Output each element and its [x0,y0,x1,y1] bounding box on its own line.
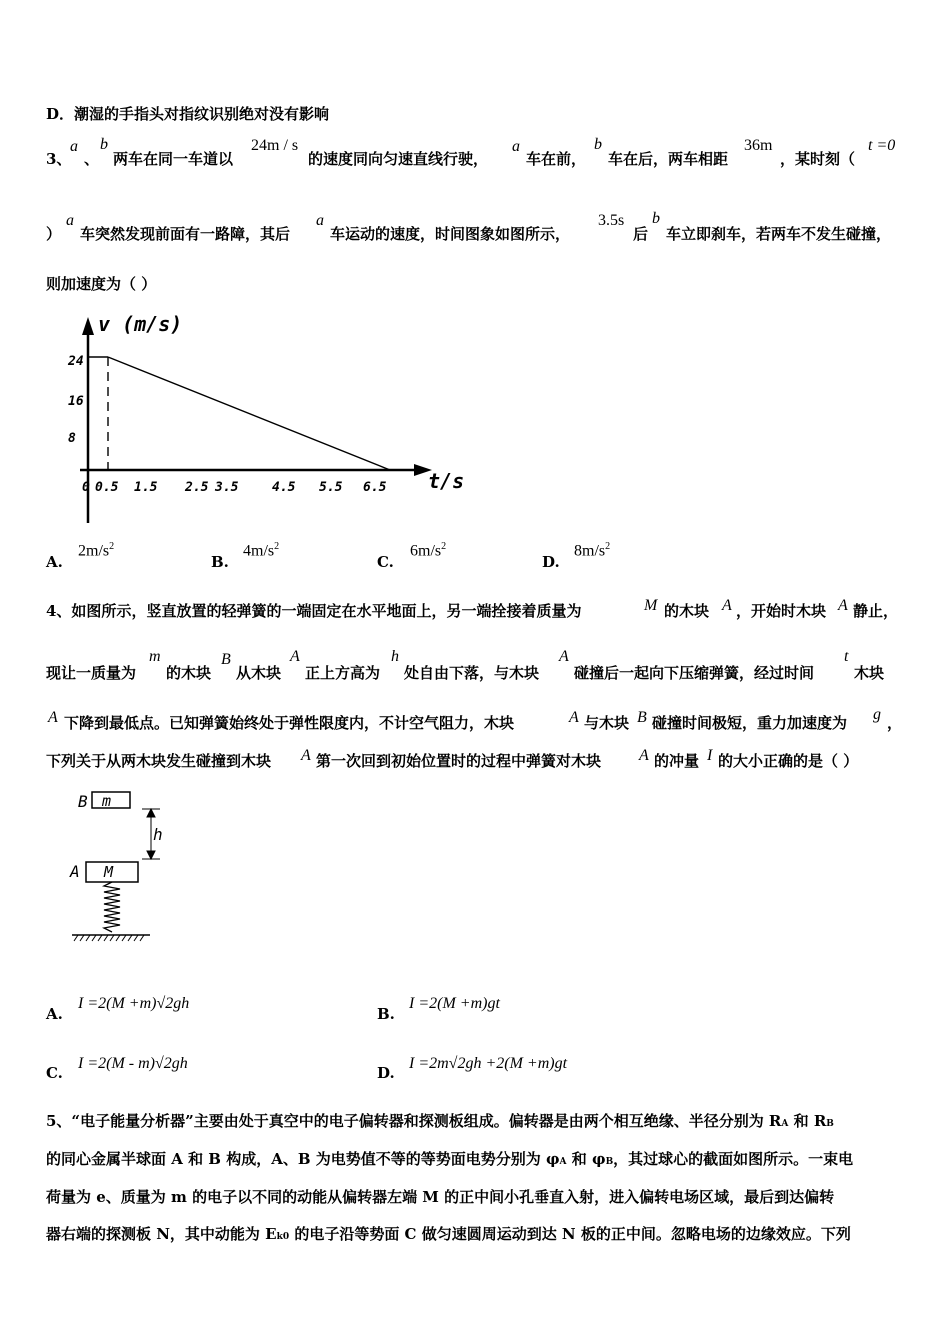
ground-hatching [74,935,144,941]
q4-line2-a: 现让一质量为 [46,664,137,682]
q3-text-1: 两车在同一车道以 [113,150,234,168]
q3-text-8: 车运动的速度，时间图象如图所示， [330,225,571,243]
q5-line3: 荷量为 e、质量为 m 的电子以不同的动能从偏转器左端 M 的正中间小孔垂直入射，进入偏转电场区域，最后到达偏转 [46,1188,835,1206]
q4-line4-c: 的冲量 [654,752,700,770]
q3-number: 3、 [46,150,72,168]
prev-option-d: D．潮湿的手指头对指纹识别绝对没有影响 [46,105,330,123]
q4-var-B2: B [637,709,647,726]
q4-var-A5: A [48,709,58,726]
q4-var-A7: A [301,747,311,764]
q4-var-h: h [391,648,399,665]
q4-var-g: g [873,706,881,723]
q4-option-a-letter: A. [46,1005,63,1023]
q4-var-A3: A [290,648,300,665]
q3-text-10: 车立即刹车，若两车不发生碰撞， [666,225,892,243]
q3-distance: 36m [744,137,773,154]
q4-option-c-letter: C. [46,1064,63,1082]
ytick-8: 8 [68,431,76,446]
xtick-5.5: 5.5 [319,480,343,495]
q4-line4-a: 下列关于从两木块发生碰撞到木块 [46,752,272,770]
q4-line3-b: 与木块 [584,714,630,732]
q4-option-a-formula: I =2(M +m)√2gh [78,995,190,1012]
xtick-1.5: 1.5 [134,480,158,495]
q4-line1-a: 4、如图所示，竖直放置的轻弹簧的一端固定在水平地面上，另一端拴接着质量为 [46,602,582,620]
graph-line-decel [108,357,390,470]
xtick-0.5: 0.5 [95,480,119,495]
q4-option-d-formula: I =2m√2gh +2(M +m)gt [409,1055,568,1072]
q4-option-c-formula: I =2(M - m)√2gh [78,1055,188,1072]
fig-label-m: m [102,792,112,810]
ytick-16: 16 [68,394,84,409]
q4-line3-d: ， [887,714,903,732]
q4-var-A8: A [639,747,649,764]
q3-var-a2: a [512,138,520,155]
q4-line2-e: 处自由下落，与木块 [404,664,540,682]
q4-var-I: I [707,747,713,764]
q4-line4-b: 第一次回到初始位置时的过程中弹簧对木块 [316,752,602,770]
q4-option-b-letter: B. [377,1005,395,1023]
q3-text-6: ） [46,225,62,243]
xtick-6.5: 6.5 [363,480,387,495]
xtick-3.5: 3.5 [215,480,239,495]
q4-line1-c: ，开始时木块 [736,602,827,620]
q3-option-d-letter: D. [542,553,560,571]
q5-line4: 器右端的探测板 N，其中动能为 Ek0 的电子沿等势面 C 做匀速圆周运动到达 N 板的正中间。忽略电场的边缘效应。下列 [46,1225,851,1243]
q3-option-a-value: $2m/s^2$ [78,541,115,560]
fig-label-h: h [153,825,163,844]
q3-var-b3: b [652,210,660,227]
origin-label: 0 [82,480,90,495]
graph-ylabel: v (m/s) [98,312,183,336]
q4-line3-c: 碰撞时间极短，重力加速度为 [652,714,848,732]
q4-var-M: M [644,597,658,614]
q3-text-3: 车在前， [526,150,587,168]
q4-var-m: m [149,648,161,665]
q4-line2-b: 的木块 [166,664,212,682]
q3-text-9: 后 [633,225,649,243]
q3-var-b: b [100,136,108,153]
q4-line2-d: 正上方高为 [305,664,381,682]
q4-line3-a: 下降到最低点。已知弹簧始终处于弹性限度内，不计空气阻力，木块 [64,714,515,732]
ytick-24: 24 [68,354,84,369]
q3-speed: 24m / s [251,137,299,154]
q3-var-a3: a [66,212,74,229]
q3-time: 3.5s [598,212,625,229]
q3-option-b-letter: B. [211,553,229,571]
spring-block-figure [62,782,172,957]
q4-line2-c: 从木块 [236,664,282,682]
q3-text-5: ，某时刻（ [780,150,856,168]
q4-line2-g: 木块 [854,664,885,682]
q4-line1-b: 的木块 [664,602,710,620]
fig-label-M: M [104,863,114,881]
xtick-4.5: 4.5 [272,480,296,495]
q3-text-7: 车突然发现前面有一路障，其后 [80,225,291,243]
q3-option-b-value: $4m/s^2$ [243,541,280,560]
q3-var-b2: b [594,136,602,153]
fig-label-B: B [78,792,88,811]
q4-var-A: A [722,597,732,614]
xtick-2.5: 2.5 [185,480,209,495]
q3-text-11: 则加速度为（ ） [46,275,157,293]
q3-text-2: 的速度同向匀速直线行驶， [308,150,489,168]
q3-t0: t =0 [868,137,896,154]
q4-var-A4: A [559,648,569,665]
q4-var-B: B [221,651,231,668]
q4-option-b-formula: I =2(M +m)gt [409,995,500,1012]
q3-option-c-letter: C. [377,553,394,571]
q4-line2-f: 碰撞后一起向下压缩弹簧，经过时间 [574,664,815,682]
graph-xlabel: t/s [428,469,465,493]
q3-var-a: a [70,138,78,155]
q4-var-A2: A [838,597,848,614]
q3-text-4: 车在后，两车相距 [608,150,729,168]
q3-sep: 、 [84,150,100,168]
q3-var-a4: a [316,212,324,229]
q4-var-A6: A [569,709,579,726]
vt-graph [60,305,480,530]
q5-line2: 的同心金属半球面 A 和 B 构成，A、B 为电势值不等的等势面电势分别为 φA 和 φB，其过球心的截面如图所示。一束电 [46,1150,854,1168]
q4-var-t: t [844,648,849,665]
spring [104,882,120,932]
fig-label-A: A [70,862,80,881]
q4-line1-d: 静止， [853,602,899,620]
q3-option-c-value: $6m/s^2$ [410,541,447,560]
q4-line4-d: 的大小正确的是（ ） [718,752,859,770]
q3-option-a-letter: A. [46,553,63,571]
q5-line1: 5、“电子能量分析器”主要由处于真空中的电子偏转器和探测板组成。偏转器是由两个相互绝缘、半径分别为 RA 和 RB [46,1112,834,1130]
q4-option-d-letter: D. [377,1064,395,1082]
q3-option-d-value: $8m/s^2$ [574,541,611,560]
